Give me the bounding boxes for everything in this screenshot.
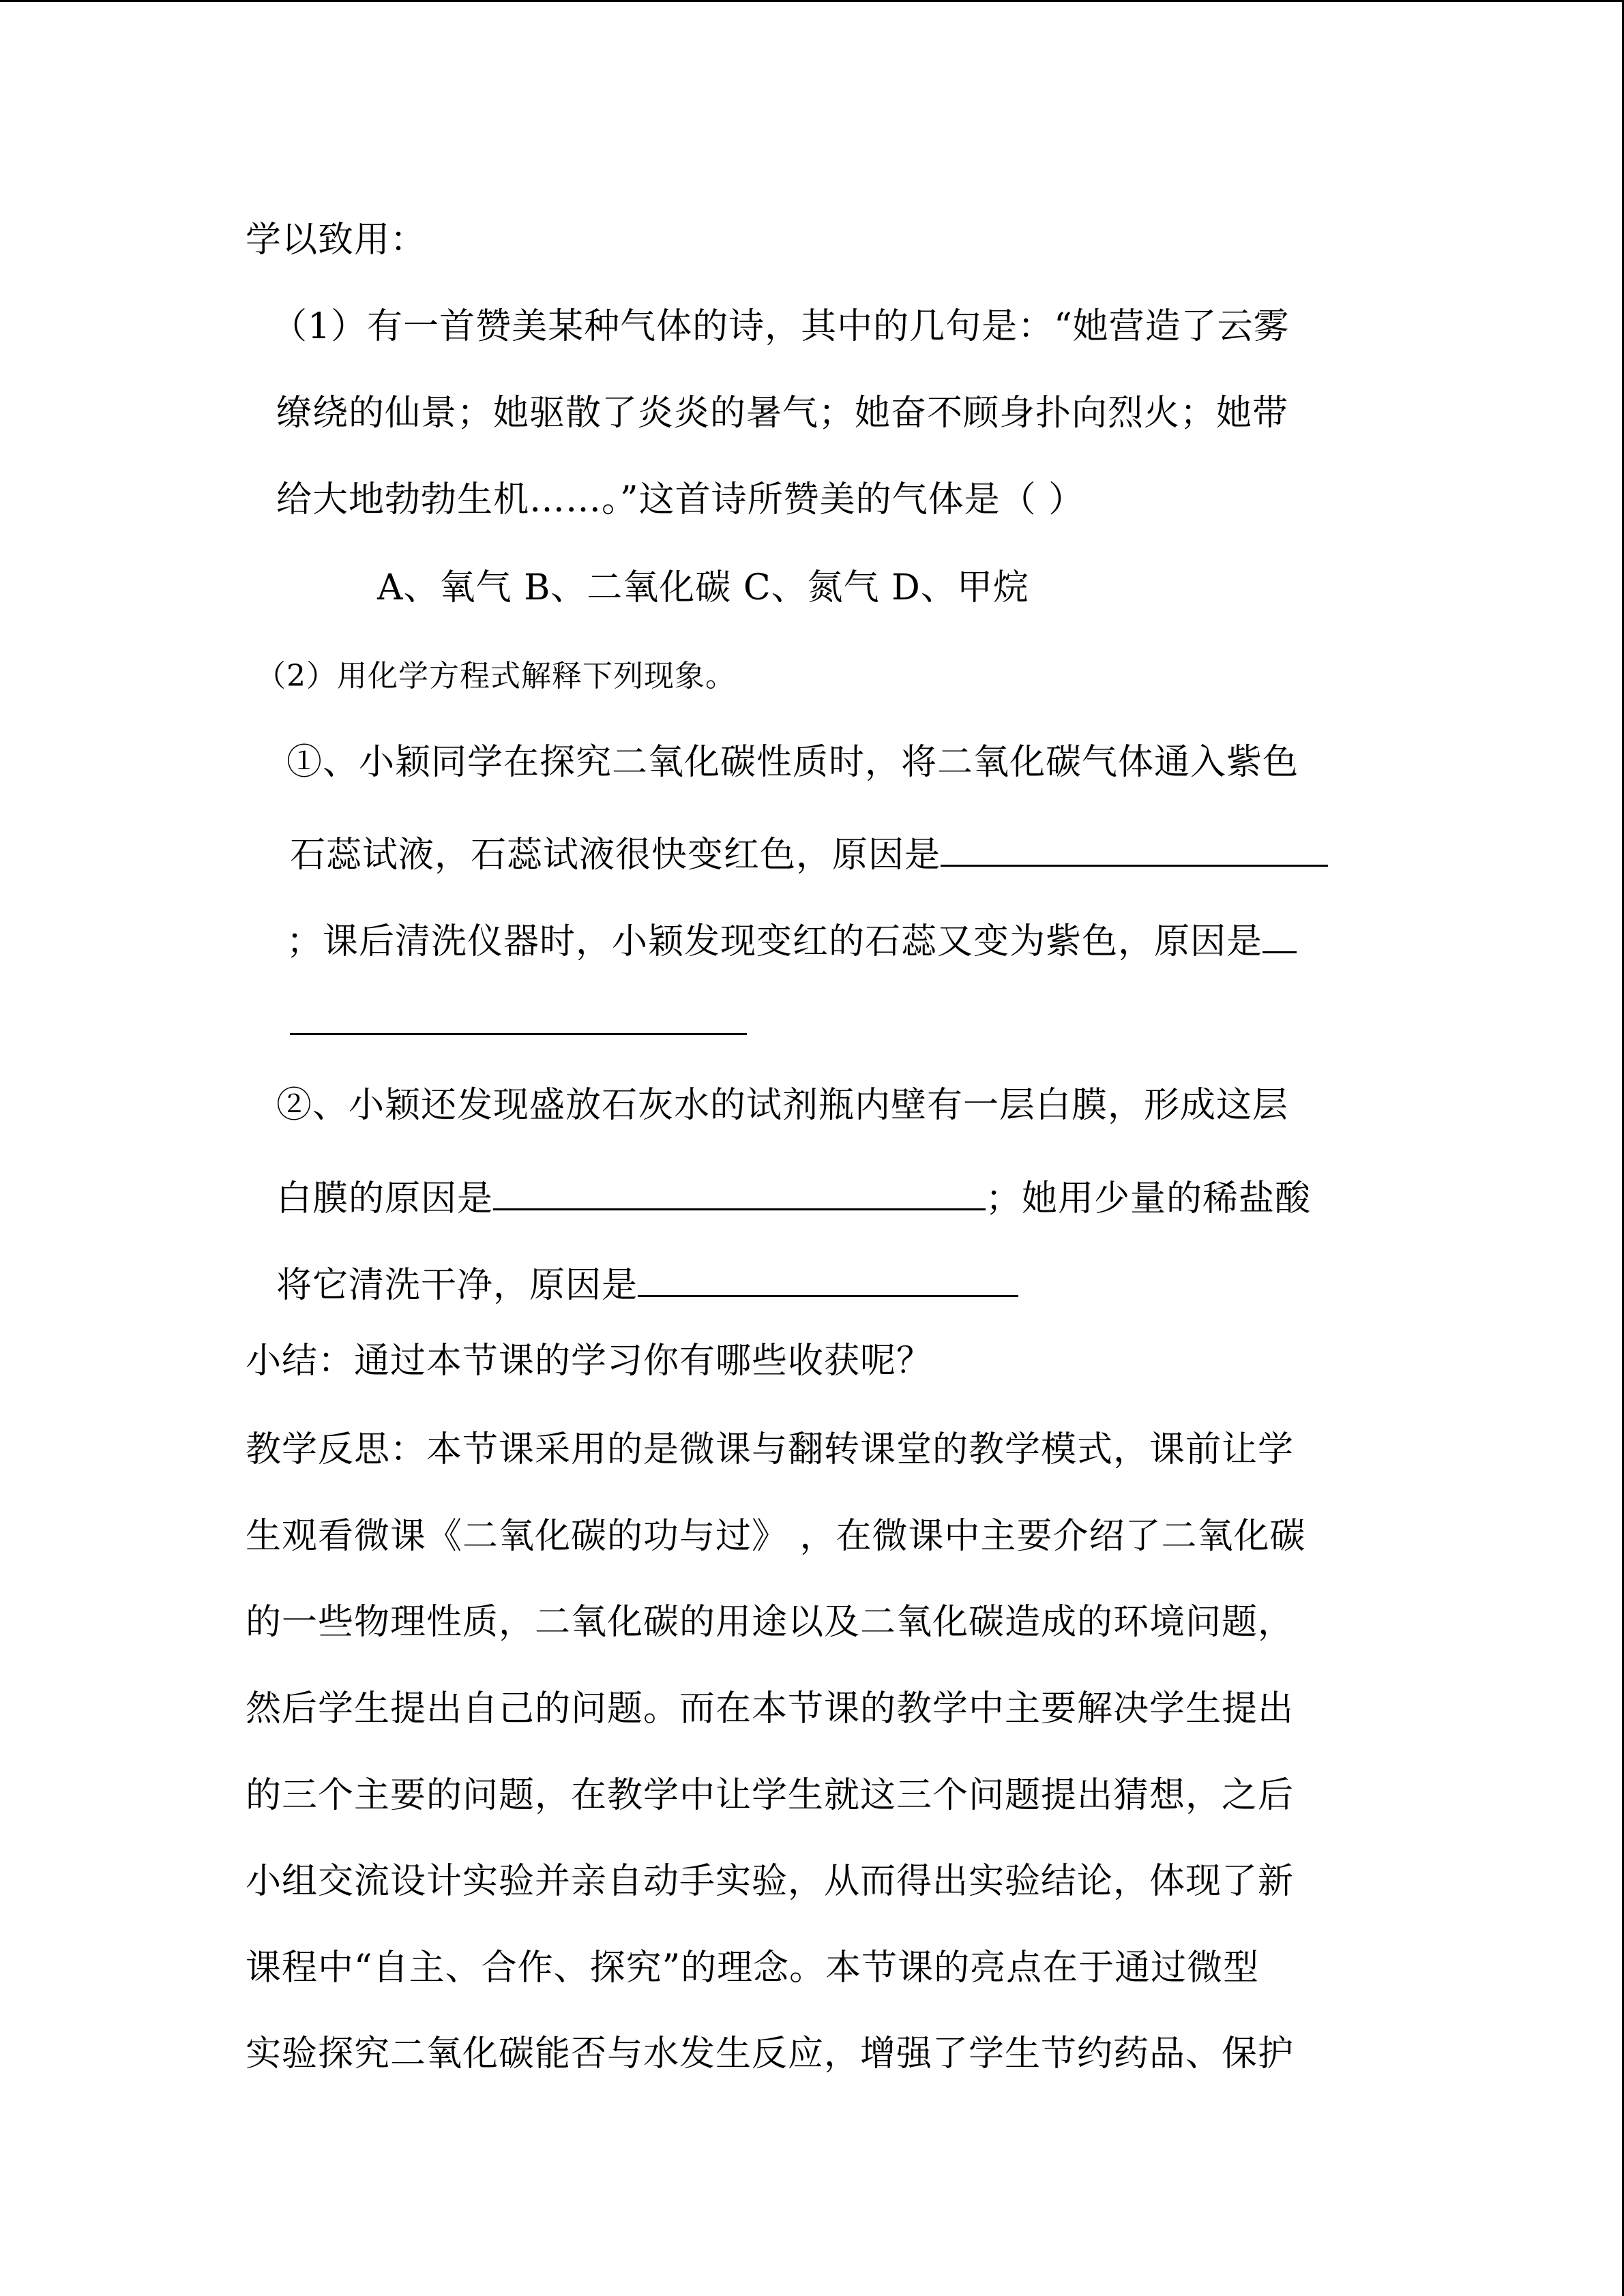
q2-item2-line-2-text-a: 白膜的原因是 xyxy=(276,1178,494,1219)
reflection-line-4: 然后学生提出自己的问题。而在本节课的教学中主要解决学生提出 xyxy=(246,1688,1295,1729)
q2-item1-line-3 xyxy=(286,917,1297,962)
answer-blank-2-start[interactable] xyxy=(1263,917,1297,953)
q2-item1-line-2-text: 石蕊试液，石蕊试液很快变红色，原因是 xyxy=(290,835,941,876)
q2-item2-line-3 xyxy=(276,1261,1018,1306)
answer-blank-4[interactable] xyxy=(638,1261,1018,1297)
reflection-line-3: 的一些物理性质，二氧化碳的用途以及二氧化碳造成的环境问题， xyxy=(246,1602,1295,1643)
q2-item1-line-3-text: ；课后清洗仪器时，小颖发现变红的石蕊又变为紫色，原因是 xyxy=(286,921,1263,962)
q1-line-3: 给大地勃勃生机……。”这首诗所赞美的气体是（ ） xyxy=(276,479,1085,520)
q2-item2-line-2 xyxy=(276,1174,1311,1217)
answer-blank-3[interactable] xyxy=(493,1174,986,1210)
q1-line-1: （1）有一首赞美某种气体的诗，其中的几句是：“她营造了云雾 xyxy=(271,306,1290,347)
q2-item1-line-2 xyxy=(290,831,1328,876)
reflection-line-2: 生观看微课《二氧化碳的功与过》 ，在微课中主要介绍了二氧化碳 xyxy=(246,1516,1306,1557)
q2-item2-line-1: ②、小颖还发现盛放石灰水的试剂瓶内壁有一层白膜，形成这层 xyxy=(276,1085,1289,1126)
reflection-line-6: 小组交流设计实验并亲自动手实验，从而得出实验结论，体现了新 xyxy=(246,1861,1295,1902)
page-border-top xyxy=(0,0,1624,2)
q1-line-2: 缭绕的仙景；她驱散了炎炎的暑气；她奋不顾身扑向烈火；她带 xyxy=(276,393,1289,434)
answer-blank-2-continuation[interactable] xyxy=(290,1033,747,1035)
answer-blank-1[interactable] xyxy=(941,831,1328,867)
section-heading: 学以致用： xyxy=(246,220,427,260)
summary-line: 小结：通过本节课的学习你有哪些收获呢？ xyxy=(246,1341,933,1382)
reflection-line-7: 课程中“自主、合作、探究”的理念。本节课的亮点在于通过微型 xyxy=(246,1948,1260,1988)
q2-item2-line-3-text: 将它清洗干净，原因是 xyxy=(276,1265,638,1306)
reflection-line-1: 教学反思：本节课采用的是微课与翻转课堂的教学模式，课前让学 xyxy=(246,1429,1295,1470)
q2-item2-line-2-text-b: ；她用少量的稀盐酸 xyxy=(986,1178,1312,1219)
q2-title: （2）用化学方程式解释下列现象。 xyxy=(256,659,736,694)
q2-item1-line-1: ①、小颖同学在探究二氧化碳性质时，将二氧化碳气体通入紫色 xyxy=(286,742,1299,783)
reflection-line-8: 实验探究二氧化碳能否与水发生反应，增强了学生节约药品、保护 xyxy=(246,2033,1295,2074)
q1-options: A、氧气 B、二氧化碳 C、氮气 D、甲烷 xyxy=(377,567,1029,608)
reflection-line-5: 的三个主要的问题，在教学中让学生就这三个问题提出猜想，之后 xyxy=(246,1775,1295,1816)
